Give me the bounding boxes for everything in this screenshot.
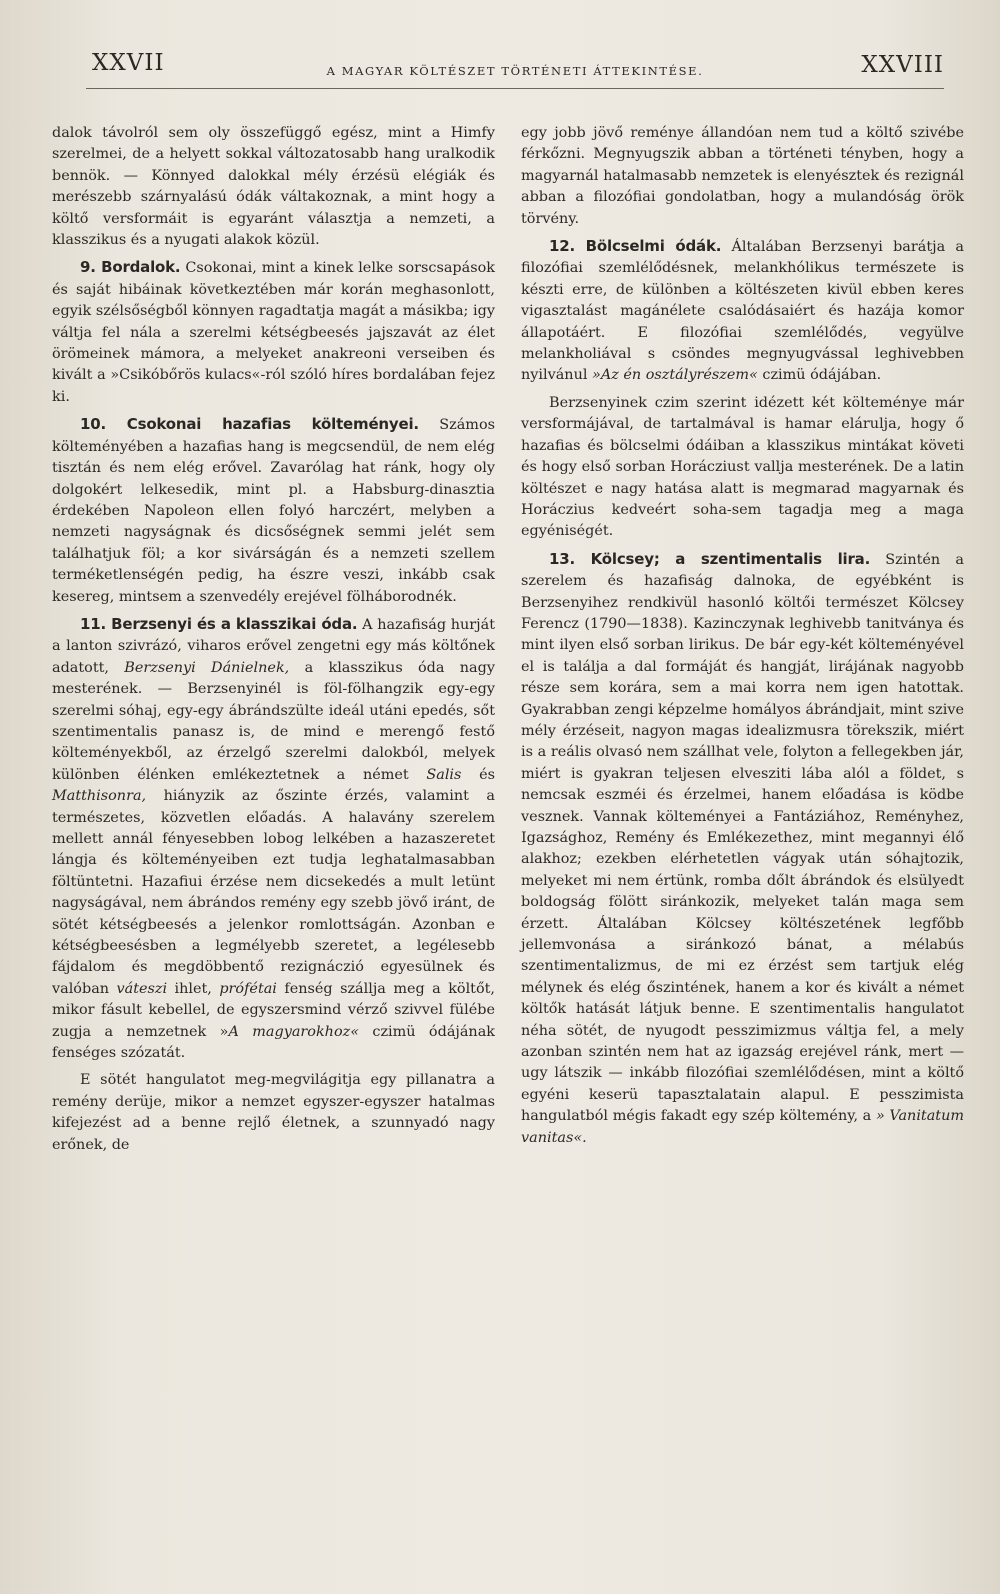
section-text: Csokonai, mint a kinek lelke sorscsapások és saját hibáinak következtében már korán meghasonlott, egyik szélsőségből könnyen ragadtatja magát a másikba; igy váltja fel nála a szerelmi kétségbeesés jajszavát az élet örömeinek mámora, a melyeket anakreoni verseiben és kivált a »Csikóbőrös kulacs«-ról szóló híres bordalában fejez ki.	[52, 260, 495, 405]
section-text: Szintén a szerelem és hazafiság dalnoka, de egyébként is Berzsenyihez rendkivül hasonló költői természet Kölcsey Ferencz (1790—1838). Kazinczynak leghivebb tanitványa és mint ilyen első sorban lirikus. De bár egy-két költeményével el is találja a dal formáját és hangját, lirájának nagyobb része sem korára, sem a mai korra nem igen hatottak. Gyakrabban zengi képzelme homályos ábrándjait, mint szive mély érzéseit, nagyon magas idealizmusra törekszik, miért is a reális olvasó nem szállhat vele, folyton a fellegekben jár, miért is gyakran teljesen elvesziti lába alól a földet, s nemcsak eszméi és érzelmei, hanem előadása is ködbe vesznek. Vannak költeményei a Fantáziához, Reményhez, Igazsághoz, Remény és Emlékezethez, mint megannyi élő alakhoz; ezekben elérhetetlen vágyak után sóhajtozik, melyeket mi nem értünk, romba dőlt ábrándok és elsülyedt boldogság fölött siránkozik, melyeket talán maga sem érzett. Általában Kölcsey költészetének legfőbb jellemvonása a siránkozó bánat, a mélabús szentimentalizmus, de mi ez érzést sem tartjuk elég mélynek és elég őszintének, hanem a kor és kivált a német költők hatását látjuk benne. E szentimentalis hangulatot néha sötét, de nyugodt pesszimizmus váltja fel, a mely azonban szintén nem hat az igazság erejével ránk, mert — ugy látszik — inkább filozófiai szemlélődésen, mint a költő egyéni keserü tapasztalatain alapul. E pesszimista hangulatból mégis fakadt egy szép költemény, a	[521, 551, 964, 1125]
section-text: hiányzik az őszinte érzés, valamint a természetes, közvetlen előadás. A halavány szerelem mellett annál fényesebben lobog lelkében a hazaszeretet lángja és költeményeiben ezt tudja leghatalmasabban föltüntetni. Hazafiui érzése nem dicsekedés a mult letünt nagyságával, nem ábrándos remény egy szebb jövő iránt, de sötét kétségbeesés a jelenkor romlottságán. Azonban e kétségbeesésben a legmélyebb szeretet, a legélesebb fájdalom és megdöbbentő rezignáczió egyesülnek és valóban	[52, 788, 495, 997]
section-title: 10. Csokonai hazafias költeményei.	[80, 415, 419, 434]
right-column	[521, 123, 964, 1149]
section-title: 13. Kölcsey; a szentimentalis lira.	[549, 549, 871, 568]
section-text: czimü ódájában.	[757, 367, 882, 384]
section-title: 9. Bordalok.	[80, 258, 181, 277]
section-title: 12. Bölcselmi ódák.	[549, 237, 722, 256]
page-number-left: XXVII	[92, 50, 165, 76]
section-text: a klasszikus óda nagy mesterének. — Berzsenyinél is föl-fölhangzik egy-egy szerelmi sóhaj, egy-egy ábrándszülte ideál utáni epedés, sőt szentimentalis panasz is, de mind e merengő festő költeményekből, az érzelgő szerelmi dalokból, melyek különben élénken emlékeztetnek a német	[52, 659, 495, 783]
section-title: 11. Berzsenyi és a klasszikai óda.	[80, 614, 358, 633]
left-column	[52, 123, 495, 1156]
emphasis: váteszi	[116, 980, 168, 997]
paragraph: dalok távolról sem oly összefüggő egész, mint a Himfy szerelmei, de a helyett sokkal változatosabb hang uralkodik bennök. — Könnyed dalokkal mély érzésü elégiák és merészebb szárnyalású ódák váltakoznak, a mint hogy a költő versformáit is egyaránt választja a nemzeti, a klasszikus és a nyugati alakok közül.	[52, 125, 495, 249]
section-text: Általában Berzsenyi barátja a filozófiai szemlélődésnek, melankhólikus természete is készti erre, de különben a költészeten kivül ebben keres vigasztalást magánélete csalódásaiért és hazája komor állapotáért. E filozófiai szemlélődés, vegyülve melankholiával s csöndes megnyugvással leghivebben nyilvánul	[521, 239, 965, 384]
paragraph: egy jobb jövő reménye állandóan nem tud a költő szivébe férkőzni. Megnyugszik abban a történeti tényben, hogy a magyarnál hatalmasabb nemzetek is elenyésztek és rezignál abban a filozófiai gondolatban, hogy a mulandóság örök törvény.	[521, 125, 964, 227]
section-text: Számos költeményében a hazafias hang is megcsendül, de nem elég tisztán és nem elég erővel. Zavarólag hat ránk, hogy oly dolgokért lelkesedik, mint pl. a Habsburg-dinasztia érdekében Napoleon ellen folyó harczért, melyben a nemzeti nagyságnak és dicsőségnek semmi jelét sem találhatjuk föl; a kor sivárságán és a nemzeti szellem terméketlenségén pedig, ha észre veszi, inkább csak kesereg, mintsem a szenvedély erejével fölháborodnék.	[52, 417, 495, 605]
page-number-right: XXVIII	[861, 52, 944, 78]
section-11	[52, 614, 495, 1065]
author-name: Berzsenyi Dánielnek,	[124, 659, 290, 676]
poet-name: Matthisonra,	[52, 788, 147, 805]
paragraph: E sötét hangulatot meg-megvilágitja egy pillanatra a remény derüje, mikor a nemzet egyszer-egyszer hatalmas kifejezést ad a benne rejlő életnek, a szunnyadó nagy erőnek, de	[52, 1072, 495, 1153]
work-title: A magyarokhoz«	[228, 1023, 359, 1040]
section-10	[52, 414, 495, 608]
section-12	[521, 236, 964, 387]
poet-name: Salis	[426, 766, 462, 783]
section-text: A hazafiság hurját a lanton szivrázó, viharos erővel zengetni egy más költőnek adatott,	[52, 616, 495, 676]
section-text: fenség szállja meg a költőt, mikor fásult kebellel, de egyszersmind vérző szivvel fülébe zugja a nemzetnek »	[52, 980, 495, 1040]
section-text: ihlet,	[167, 980, 220, 997]
work-title: » Vanitatum vanitas«.	[521, 1108, 964, 1146]
section-9	[52, 257, 495, 408]
paragraph: Berzsenyinek czim szerint idézett két költeménye már versformájával, de tartalmával is hamar elárulja, hogy ő hazafias és bölcselmi ódáiban a klasszikus mintákat követi és hogy első sorban Horácziust vallja mesterének. De a latin költészet e nagy hatása alatt is megmarad magyarnak és Horáczius kedveért soha-sem tagadja meg a maga egyéniségét.	[521, 394, 964, 540]
running-header	[86, 48, 944, 89]
emphasis: prófétai	[219, 980, 277, 997]
section-13	[521, 549, 964, 1149]
running-title: A MAGYAR KÖLTÉSZET TÖRTÉNETI ÁTTEKINTÉSE.	[326, 64, 704, 78]
section-text: czimü ódájának fenséges szózatát.	[52, 1023, 496, 1062]
work-title: »Az én osztályrészem«	[592, 367, 758, 384]
section-text: és	[461, 766, 495, 783]
